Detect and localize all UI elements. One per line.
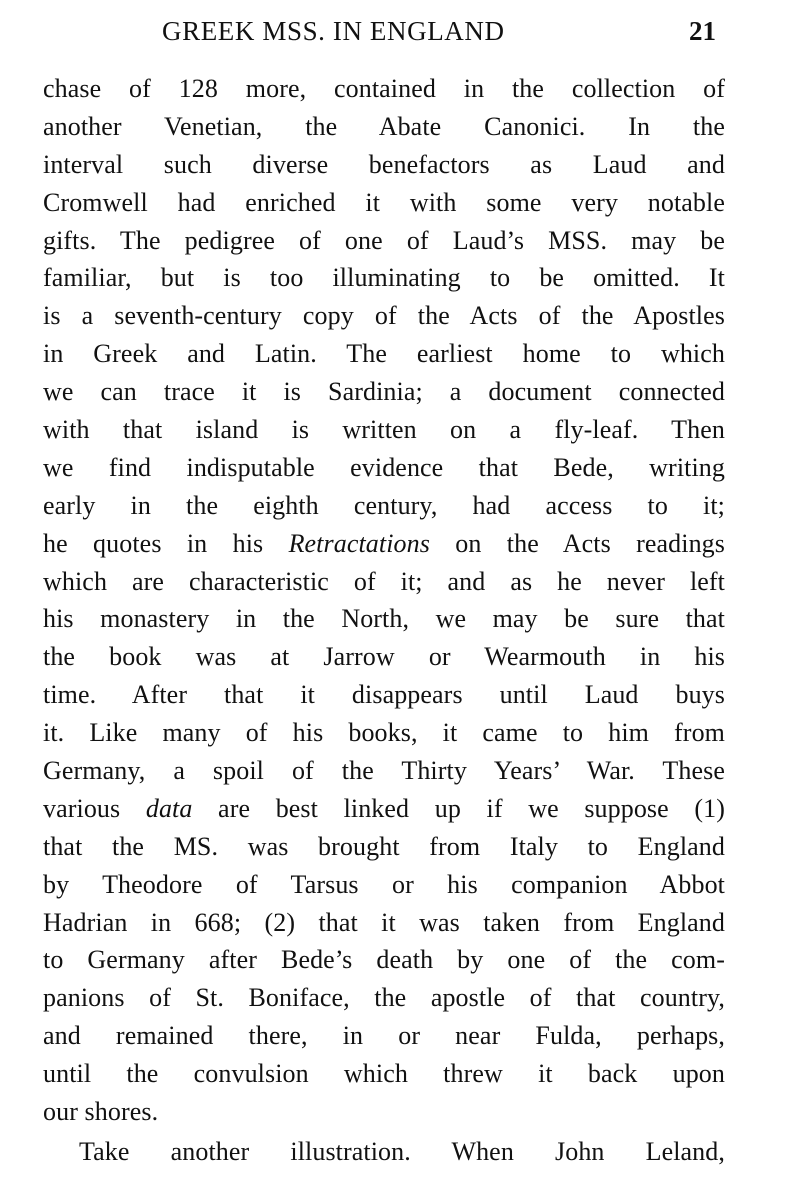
text-line: his monastery in the North, we may be sure that — [43, 604, 725, 634]
text-line: and remained there, in or near Fulda, perhaps, — [43, 1021, 725, 1051]
text-line: panions of St. Boniface, the apostle of that country, — [43, 983, 725, 1013]
body-text — [43, 70, 725, 1171]
text-line: in Greek and Latin. The earliest home to which — [43, 339, 725, 369]
text-line: which are characteristic of it; and as he never left — [43, 566, 725, 596]
text-line: that the MS. was brought from Italy to England — [43, 831, 725, 861]
text-span: he quotes in his — [43, 528, 289, 558]
text-line: our shores. — [43, 1097, 159, 1127]
text-line: early in the eighth century, had access to it; — [43, 490, 725, 520]
text-line: until the convulsion which threw it back upon — [43, 1059, 725, 1089]
text-line: Cromwell had enriched it with some very notable — [43, 187, 725, 217]
text-line: it. Like many of his books, it came to him from — [43, 718, 725, 748]
text-line — [43, 525, 725, 563]
italic-word: data — [145, 793, 193, 823]
text-line: with that island is written on a fly-leaf. Then — [43, 415, 725, 445]
text-span: on the Acts readings — [429, 528, 726, 558]
paragraph — [43, 1133, 725, 1171]
text-line: interval such diverse benefactors as Laud and — [43, 149, 725, 179]
paragraph — [43, 70, 725, 1131]
text-line: the book was at Jarrow or Wearmouth in his — [43, 642, 725, 672]
text-line: to Germany after Bede’s death by one of the com- — [43, 945, 725, 975]
text-line: another Venetian, the Abate Canonici. In the — [43, 111, 725, 141]
text-line: by Theodore of Tarsus or his companion Abbot — [43, 869, 725, 899]
text-line: we can trace it is Sardinia; a document connected — [43, 377, 725, 407]
text-line: gifts. The pedigree of one of Laud’s MSS. may be — [43, 225, 725, 255]
italic-title: Retractations — [288, 528, 430, 558]
text-line: chase of 128 more, contained in the collection of — [43, 74, 725, 103]
text-line: Hadrian in 668; (2) that it was taken from England — [43, 907, 725, 937]
text-line: familiar, but is too illuminating to be omitted. It — [43, 263, 725, 293]
text-line: Germany, a spoil of the Thirty Years’ War. These — [43, 756, 725, 786]
running-title: GREEK MSS. IN ENGLAND — [162, 16, 505, 46]
text-line — [43, 790, 725, 828]
text-span: are best linked up if we suppose (1) — [192, 793, 725, 823]
text-line: time. After that it disappears until Laud buys — [43, 680, 725, 710]
page-header — [40, 14, 730, 54]
text-line: is a seventh-century copy of the Acts of the Apostles — [43, 301, 725, 331]
page-number: 21 — [689, 16, 716, 46]
text-span: various — [43, 793, 146, 823]
text-line: we find indisputable evidence that Bede, writing — [43, 452, 725, 482]
text-line: Take another illustration. When John Leland, — [79, 1136, 725, 1166]
